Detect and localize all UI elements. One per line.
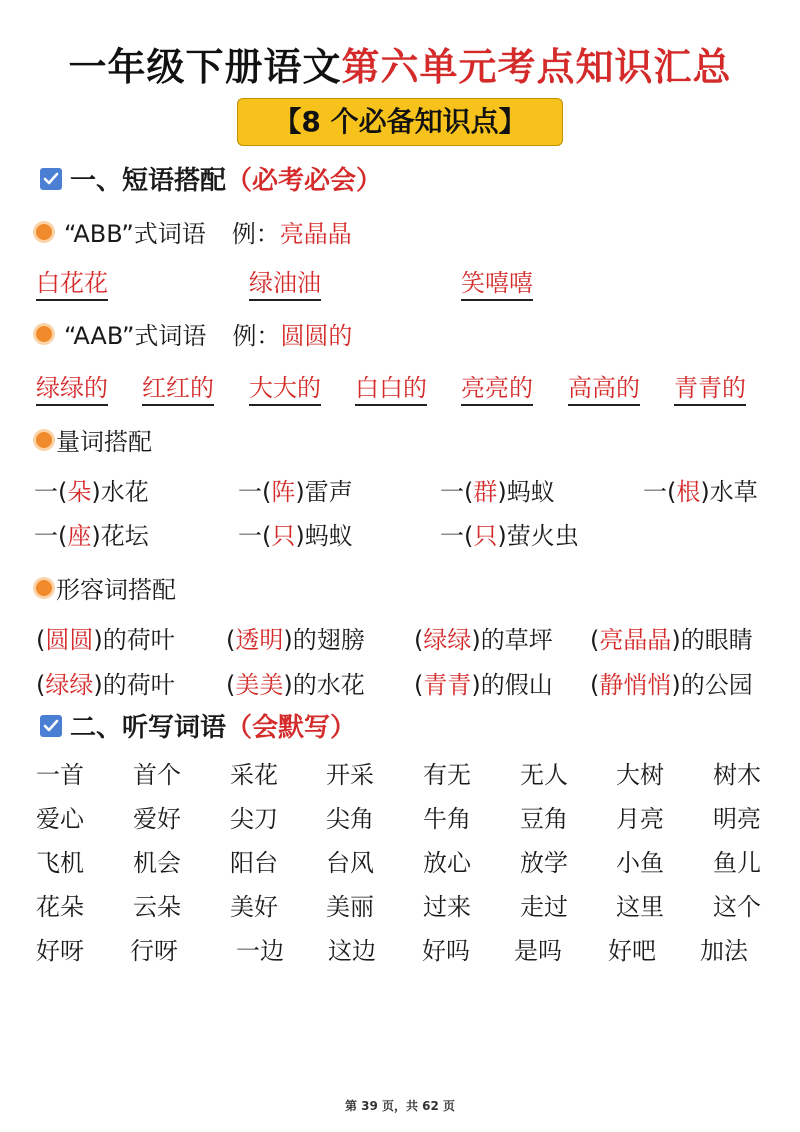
dictation-word: 开采: [326, 761, 374, 789]
dictation-word: 机会: [133, 849, 181, 877]
aab-word: 红红的: [142, 368, 214, 406]
measure-item: 一(朵)水花: [34, 478, 149, 506]
section1-title: 一、短语搭配: [70, 166, 227, 196]
dictation-word: 一首: [36, 761, 84, 789]
section2-heading: [40, 707, 356, 744]
aab-word: 白白的: [355, 368, 427, 406]
measure-item: 一(只)蚂蚁: [238, 522, 353, 550]
dictation-word: 一边: [236, 937, 284, 965]
dictation-word: 牛角: [423, 805, 471, 833]
page-title: [0, 36, 800, 91]
dictation-word: 明亮: [713, 805, 761, 833]
abb-word: 绿油油: [249, 263, 321, 301]
dictation-word: 云朵: [133, 893, 181, 921]
checkbox-icon: [40, 168, 62, 190]
dictation-word: 豆角: [520, 805, 568, 833]
dictation-word: 尖角: [326, 805, 374, 833]
adjective-item: (圆圆)的荷叶: [36, 626, 175, 654]
adjective-label: 形容词搭配: [56, 576, 176, 604]
aab-label: “AAB”式词语: [64, 322, 207, 350]
dictation-word: 好吧: [608, 937, 656, 965]
dictation-word: 尖刀: [230, 805, 278, 833]
dictation-word: 这边: [328, 937, 376, 965]
measure-label: 量词搭配: [56, 428, 152, 456]
bullet-icon: [36, 580, 52, 596]
measure-heading: [36, 422, 152, 457]
adjective-item: (透明)的翅膀: [226, 626, 365, 654]
aab-word: 大大的: [249, 368, 321, 406]
dictation-word: 美丽: [326, 893, 374, 921]
section1-heading: [40, 160, 382, 197]
measure-item: 一(只)萤火虫: [440, 522, 579, 550]
section1-tag: （必考必会）: [226, 166, 383, 196]
dictation-word: 放心: [423, 849, 471, 877]
measure-item: 一(群)蚂蚁: [440, 478, 555, 506]
aab-word: 绿绿的: [36, 368, 108, 406]
dictation-word: 无人: [520, 761, 568, 789]
dictation-word: 有无: [423, 761, 471, 789]
subtitle-banner: 【8 个必备知识点】: [237, 98, 563, 146]
abb-word: 白花花: [36, 263, 108, 301]
adjective-item: (静悄悄)的公园: [590, 671, 753, 699]
dictation-word: 好呀: [36, 937, 84, 965]
checkbox-icon: [40, 715, 62, 737]
aab-example-prefix: 例：: [232, 322, 281, 350]
dictation-word: 爱心: [36, 805, 84, 833]
adjective-item: (绿绿)的草坪: [414, 626, 553, 654]
dictation-word: 大树: [616, 761, 664, 789]
dictation-word: 这里: [616, 893, 664, 921]
abb-label: “ABB”式词语: [64, 220, 206, 248]
dictation-word: 首个: [133, 761, 181, 789]
adjective-item: (亮晶晶)的眼睛: [590, 626, 753, 654]
dictation-word: 小鱼: [616, 849, 664, 877]
aab-word: 青青的: [674, 368, 746, 406]
subtitle-wrap: [0, 98, 800, 146]
title-unit: 第六单元考点知识汇总: [341, 45, 732, 89]
adjective-item: (美美)的水花: [226, 671, 365, 699]
adjective-item: (绿绿)的荷叶: [36, 671, 175, 699]
dictation-word: 放学: [520, 849, 568, 877]
dictation-word: 好吗: [422, 937, 470, 965]
aab-word: 亮亮的: [461, 368, 533, 406]
dictation-word: 走过: [520, 893, 568, 921]
dictation-word: 加法: [700, 937, 748, 965]
section2-title: 二、听写词语: [70, 713, 227, 743]
adjective-heading: [36, 570, 176, 605]
dictation-word: 月亮: [616, 805, 664, 833]
dictation-word: 是吗: [514, 937, 562, 965]
dictation-word: 过来: [423, 893, 471, 921]
abb-example: 亮晶晶: [279, 220, 352, 248]
dictation-word: 飞机: [36, 849, 84, 877]
dictation-word: 爱好: [133, 805, 181, 833]
dictation-word: 这个: [713, 893, 761, 921]
dictation-word: 采花: [230, 761, 278, 789]
dictation-word: 美好: [230, 893, 278, 921]
bullet-icon: [36, 224, 52, 240]
measure-item: 一(根)水草: [643, 478, 758, 506]
bullet-icon: [36, 326, 52, 342]
dictation-word: 树木: [713, 761, 761, 789]
dictation-word: 花朵: [36, 893, 84, 921]
measure-item: 一(阵)雷声: [238, 478, 353, 506]
aab-word: 高高的: [568, 368, 640, 406]
abb-word: 笑嘻嘻: [461, 263, 533, 301]
measure-item: 一(座)花坛: [34, 522, 149, 550]
dictation-word: 阳台: [230, 849, 278, 877]
dictation-word: 行呀: [130, 937, 178, 965]
section2-tag: （会默写）: [226, 713, 357, 743]
abb-example-prefix: 例：: [231, 220, 280, 248]
dictation-word: 鱼儿: [713, 849, 761, 877]
aab-example: 圆圆的: [280, 322, 353, 350]
abb-line: [36, 214, 352, 249]
page-number: 第 39 页，共 62 页: [344, 1099, 456, 1113]
title-grade: 一年级下册语文: [68, 45, 342, 89]
adjective-item: (青青)的假山: [414, 671, 553, 699]
aab-line: [36, 316, 352, 351]
dictation-word: 台风: [326, 849, 374, 877]
bullet-icon: [36, 432, 52, 448]
